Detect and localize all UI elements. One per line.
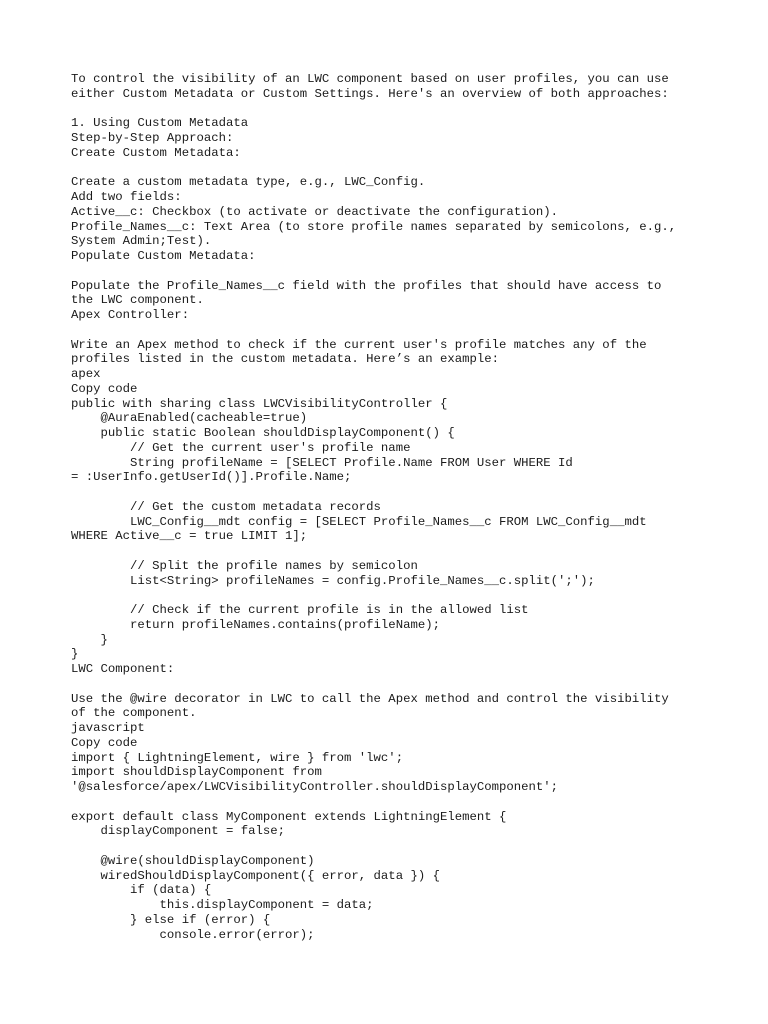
text-line: LWC_Config__mdt config = [SELECT Profile_Names__c FROM LWC_Config__mdt bbox=[71, 514, 647, 529]
text-line: export default class MyComponent extends LightningElement { bbox=[71, 809, 507, 824]
text-line: Copy code bbox=[71, 381, 138, 396]
text-line: Write an Apex method to check if the current user's profile matches any of the bbox=[71, 337, 647, 352]
text-line: public with sharing class LWCVisibilityController { bbox=[71, 396, 448, 411]
text-line: // Get the current user's profile name bbox=[71, 440, 411, 455]
text-line: // Get the custom metadata records bbox=[71, 499, 381, 514]
text-line: Profile_Names__c: Text Area (to store profile names separated by semicolons, e.g., bbox=[71, 219, 677, 234]
text-line: // Check if the current profile is in the allowed list bbox=[71, 603, 529, 617]
text-line: Apex Controller: bbox=[71, 308, 190, 322]
text-line: Populate the Profile_Names__c field with the profiles that should have access to bbox=[71, 278, 662, 293]
text-line: Add two fields: bbox=[71, 190, 182, 204]
text-line: To control the visibility of an LWC component based on user profiles, you can use bbox=[71, 72, 669, 86]
text-line: this.displayComponent = data; bbox=[71, 898, 374, 912]
text-line: either Custom Metadata or Custom Settings. Here's an overview of both approaches: bbox=[71, 86, 669, 101]
text-line: = :UserInfo.getUserId()].Profile.Name; bbox=[71, 470, 352, 485]
text-line: profiles listed in the custom metadata. Here’s an example: bbox=[71, 352, 500, 367]
text-line: 1. Using Custom Metadata bbox=[71, 116, 249, 131]
text-line: Create Custom Metadata: bbox=[71, 145, 241, 160]
text-line: of the component. bbox=[71, 706, 197, 721]
text-line: WHERE Active__c = true LIMIT 1]; bbox=[71, 529, 308, 544]
text-line: Active__c: Checkbox (to activate or deactivate the configuration). bbox=[71, 204, 559, 219]
text-line: Create a custom metadata type, e.g., LWC_Config. bbox=[71, 175, 426, 190]
text-line: @wire(shouldDisplayComponent) bbox=[71, 853, 315, 868]
text-line: return profileNames.contains(profileName); bbox=[71, 617, 440, 632]
text-line: // Split the profile names by semicolon bbox=[71, 558, 418, 573]
text-line: System Admin;Test). bbox=[71, 234, 212, 249]
text-line: Step-by-Step Approach: bbox=[71, 131, 234, 145]
text-line: } else if (error) { bbox=[71, 912, 271, 927]
text-line: @AuraEnabled(cacheable=true) bbox=[71, 411, 308, 426]
text-line: import shouldDisplayComponent from bbox=[71, 765, 322, 780]
text-line bbox=[71, 677, 768, 692]
text-line bbox=[71, 544, 768, 559]
text-line: Copy code bbox=[71, 735, 138, 750]
text-line bbox=[71, 485, 768, 500]
text-line: wiredShouldDisplayComponent({ error, data }) { bbox=[71, 868, 440, 883]
text-line: apex bbox=[71, 367, 101, 381]
text-line bbox=[71, 588, 768, 603]
text-line: public static Boolean shouldDisplayComponent() { bbox=[71, 426, 455, 440]
text-line bbox=[71, 839, 768, 854]
text-line: import { LightningElement, wire } from 'lwc'; bbox=[71, 750, 404, 765]
document-body bbox=[71, 72, 768, 942]
text-line bbox=[71, 264, 768, 279]
text-line: console.error(error); bbox=[71, 927, 315, 942]
text-line: '@salesforce/apex/LWCVisibilityController.shouldDisplayComponent'; bbox=[71, 780, 559, 794]
text-line: the LWC component. bbox=[71, 293, 204, 308]
text-line bbox=[71, 102, 768, 117]
text-line: displayComponent = false; bbox=[71, 824, 286, 839]
text-line: String profileName = [SELECT Profile.Name FROM User WHERE Id bbox=[71, 455, 573, 470]
text-line: Use the @wire decorator in LWC to call the Apex method and control the visibility bbox=[71, 691, 669, 706]
text-line bbox=[71, 161, 768, 176]
text-line: if (data) { bbox=[71, 883, 212, 898]
text-line: LWC Component: bbox=[71, 662, 175, 676]
text-line: } bbox=[71, 647, 79, 662]
text-line bbox=[71, 795, 768, 810]
text-line: Populate Custom Metadata: bbox=[71, 249, 256, 263]
text-line: List<String> profileNames = config.Profile_Names__c.split(';'); bbox=[71, 573, 595, 588]
text-line: javascript bbox=[71, 721, 145, 735]
text-line bbox=[71, 323, 768, 338]
text-line: } bbox=[71, 632, 108, 647]
